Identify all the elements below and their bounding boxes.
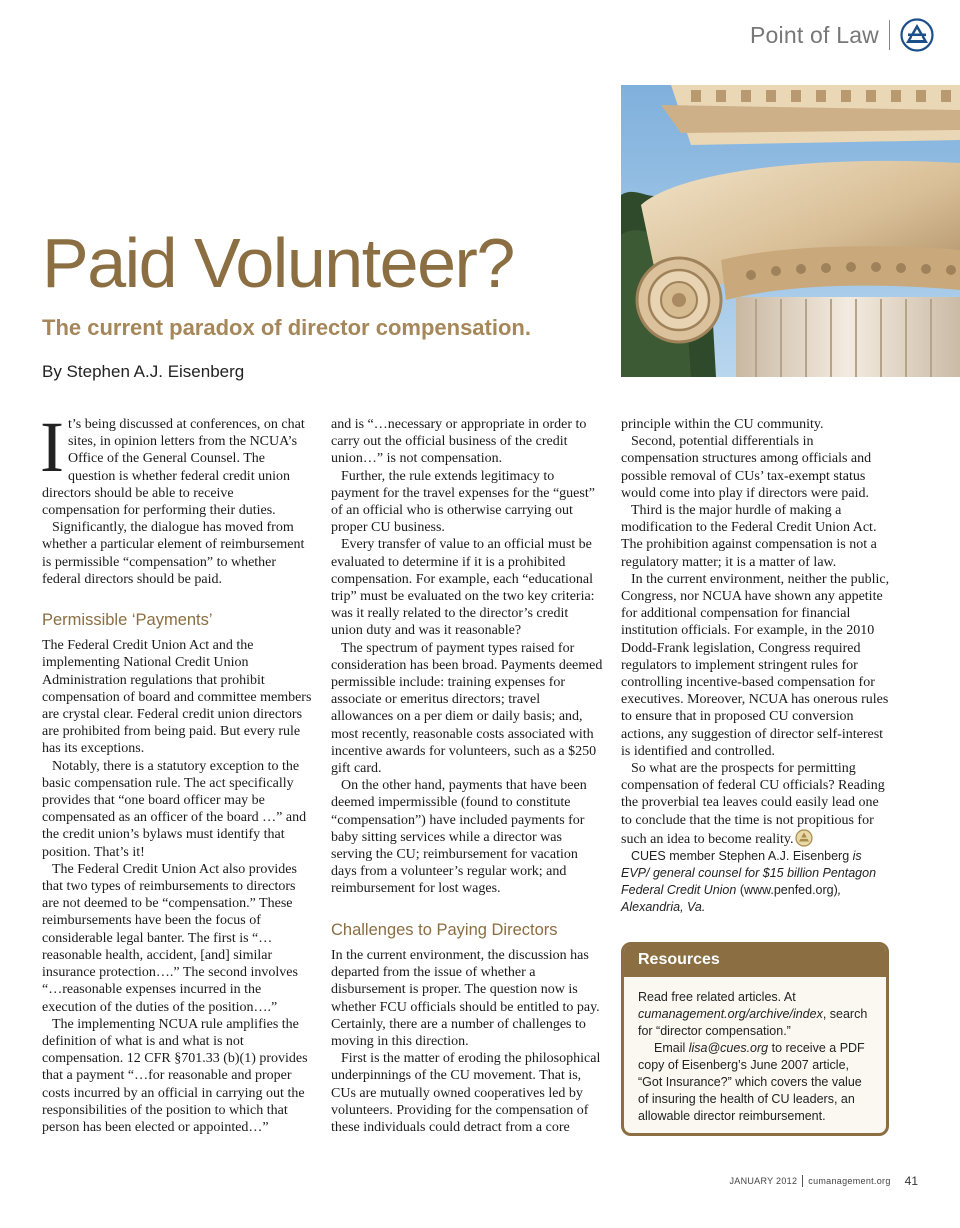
paragraph <box>40 407 312 519</box>
paragraph-text: t’s being discussed at conferences, on chat sites, in opinion letters from the NCUA’s Office of the General Counsel. The question is whether federal credit union directors should be able to receive compensation for performing their duties. <box>42 417 305 519</box>
paragraph: Notably, there is a statutory exception to the basic compensation rule. The act specifically provides that “one board officer may be compensated as an officer of the board …” and the credit union’s bylaws must identify that position. That’s it! <box>42 758 307 860</box>
paragraph: The spectrum of payment types raised for consideration has been broad. Payments deemed permissible include: training expenses for associate or emeritus directors; travel allowances on a per diem or daily basis; and, most recently, reasonable costs associated with incentive awards for volunteers, such as a $250 gift card. <box>331 640 603 777</box>
archive-link[interactable]: cumanagement.org/archive/index <box>638 1007 823 1021</box>
article-title: Paid Volunteer? <box>42 224 514 302</box>
section-label: Point of Law <box>750 21 879 48</box>
paragraph: principle within the CU community. <box>621 417 824 432</box>
paragraph: Second, potential differentials in compensation structures among officials and possible removal of CUs’ tax-exempt status would come into play if directors were paid. <box>621 434 872 501</box>
footer-divider <box>802 1175 803 1187</box>
author-bio <box>621 848 893 916</box>
paragraph: In the current environment, the discussion has departed from the issue of whether a disbursement is proper. The question now is whether FCU officials should be entitled to pay. Certainly, there are a number of challenges to moving in this direction. <box>331 947 600 1049</box>
cues-triangle-logo-icon <box>900 18 934 52</box>
bio-name: CUES member Stephen A.J. Eisenberg <box>631 849 853 864</box>
header-divider <box>889 20 890 50</box>
article-column-1 <box>40 407 312 1136</box>
page-header <box>750 18 934 52</box>
resources-box <box>621 942 889 1136</box>
resources-text: Read free related articles. At <box>638 990 796 1004</box>
paragraph: First is the matter of eroding the philosophical underpinnings of the CU movement. That is, CUs are mutually owned cooperatives led by volunteers. Providing for the compensation of these individuals could detract from a core <box>331 1051 601 1135</box>
paragraph-text: So what are the prospects for permitting compensation of federal CU officials? Reading the proverbial tea leaves could easily lead one to conclude that the time is not propitious for such an idea to become reality. <box>621 761 885 847</box>
paragraph: and is “…necessary or appropriate in order to carry out the official business of the credit union…” is not compensation. <box>331 417 587 467</box>
page-number: 41 <box>904 1174 918 1188</box>
subhead-challenges: Challenges to Paying Directors <box>331 920 558 939</box>
drop-cap: I <box>40 407 64 487</box>
article-column-2 <box>331 416 603 1136</box>
column-illustration <box>621 85 960 377</box>
footer-issue-date: JANUARY 2012 <box>729 1176 798 1186</box>
paragraph: The Federal Credit Union Act and the implementing National Credit Union Administration regulations that prohibit compensation of board and committee members are crystal clear. Federal credit union directors are prohibited from being paid. But every rule has its exceptions. <box>42 638 312 757</box>
resources-paragraph <box>638 989 872 1040</box>
bio-role: is EVP/ general counsel for $15 billion Pentagon Federal Credit Union <box>621 849 877 898</box>
ionic-column-capital-photo <box>621 85 960 377</box>
subhead-permissible-payments: Permissible ‘Payments’ <box>42 611 213 630</box>
paragraph: Every transfer of value to an official must be evaluated to determine if it is a prohibited compensation. For example, each “educational trip” must be evaluated on the two key criteria: was it really related to the director’s credit union duty and was it reasonable? <box>331 537 595 639</box>
resources-body <box>624 977 886 1125</box>
page-footer <box>729 1174 918 1188</box>
paragraph <box>621 760 893 848</box>
email-link[interactable]: lisa@cues.org <box>688 1041 769 1055</box>
resources-paragraph <box>638 1040 872 1125</box>
paragraph: The implementing NCUA rule amplifies the definition of what is and what is not compensation. 12 CFR §701.33 (b)(1) provides that a payment “…for reasonable and proper costs incurred by an official in carrying out the responsibilities of the position to which that person has been elected or appointed…” <box>42 1016 308 1135</box>
paragraph: On the other hand, payments that have been deemed impermissible (found to constitute “compensation”) have included payments for baby sitting services while a director was serving the CU; reimbursement for vacation days from a volunteer’s regular work; and reimbursement for lost wages. <box>331 778 587 897</box>
article-subtitle: The current paradox of director compensation. <box>42 315 531 340</box>
resources-text: Email <box>654 1041 689 1055</box>
article-byline: By Stephen A.J. Eisenberg <box>42 362 245 381</box>
paragraph: Third is the major hurdle of making a modification to the Federal Credit Union Act. The prohibition against compensation is not a regulatory matter; it is a matter of law. <box>621 503 877 570</box>
bio-place: , Alexandria, Va. <box>621 883 842 915</box>
article-column-3 <box>621 416 893 916</box>
resources-text: , search for “director compensation.” <box>638 1007 868 1038</box>
bio-url-link[interactable]: (www.penfed.org) <box>739 883 838 898</box>
cues-end-mark-icon <box>795 829 813 847</box>
resources-heading: Resources <box>624 945 886 977</box>
resources-text: to receive a PDF copy of Eisenberg’s June 2007 article, “Got Insurance?” which covers the value of insuring the health of CU leaders, an allowable director reimbursement. <box>638 1041 865 1123</box>
paragraph: In the current environment, neither the public, Congress, nor NCUA have shown any appetite for additional compensation for financial institution officials. For example, in the 2010 Dodd-Frank legislation, Congress required regulators to implement stringent rules for controlling incentive-based compensation for executives. Moreover, NCUA has onerous rules to ensure that in proposed CU conversion actions, any suggestion of director self-interest is identified and controlled. <box>621 571 890 759</box>
paragraph: The Federal Credit Union Act also provides that two types of reimbursements to directors are not deemed to be “compensation.” These reimbursements have been the focus of considerable legal banter. The first is “…reasonable health, accident, [and] similar insurance protection….” The second involves “…reasonable expenses incurred in the execution of the duties of the position….” <box>42 861 298 1015</box>
paragraph: Significantly, the dialogue has moved from whether a particular element of reimbursement is permissible “compensation” to whether federal directors should be paid. <box>42 520 305 587</box>
paragraph: Further, the rule extends legitimacy to payment for the travel expenses for the “guest” of an official who is otherwise carrying out proper CU business. <box>331 468 595 536</box>
footer-site-link[interactable]: cumanagement.org <box>808 1176 891 1186</box>
